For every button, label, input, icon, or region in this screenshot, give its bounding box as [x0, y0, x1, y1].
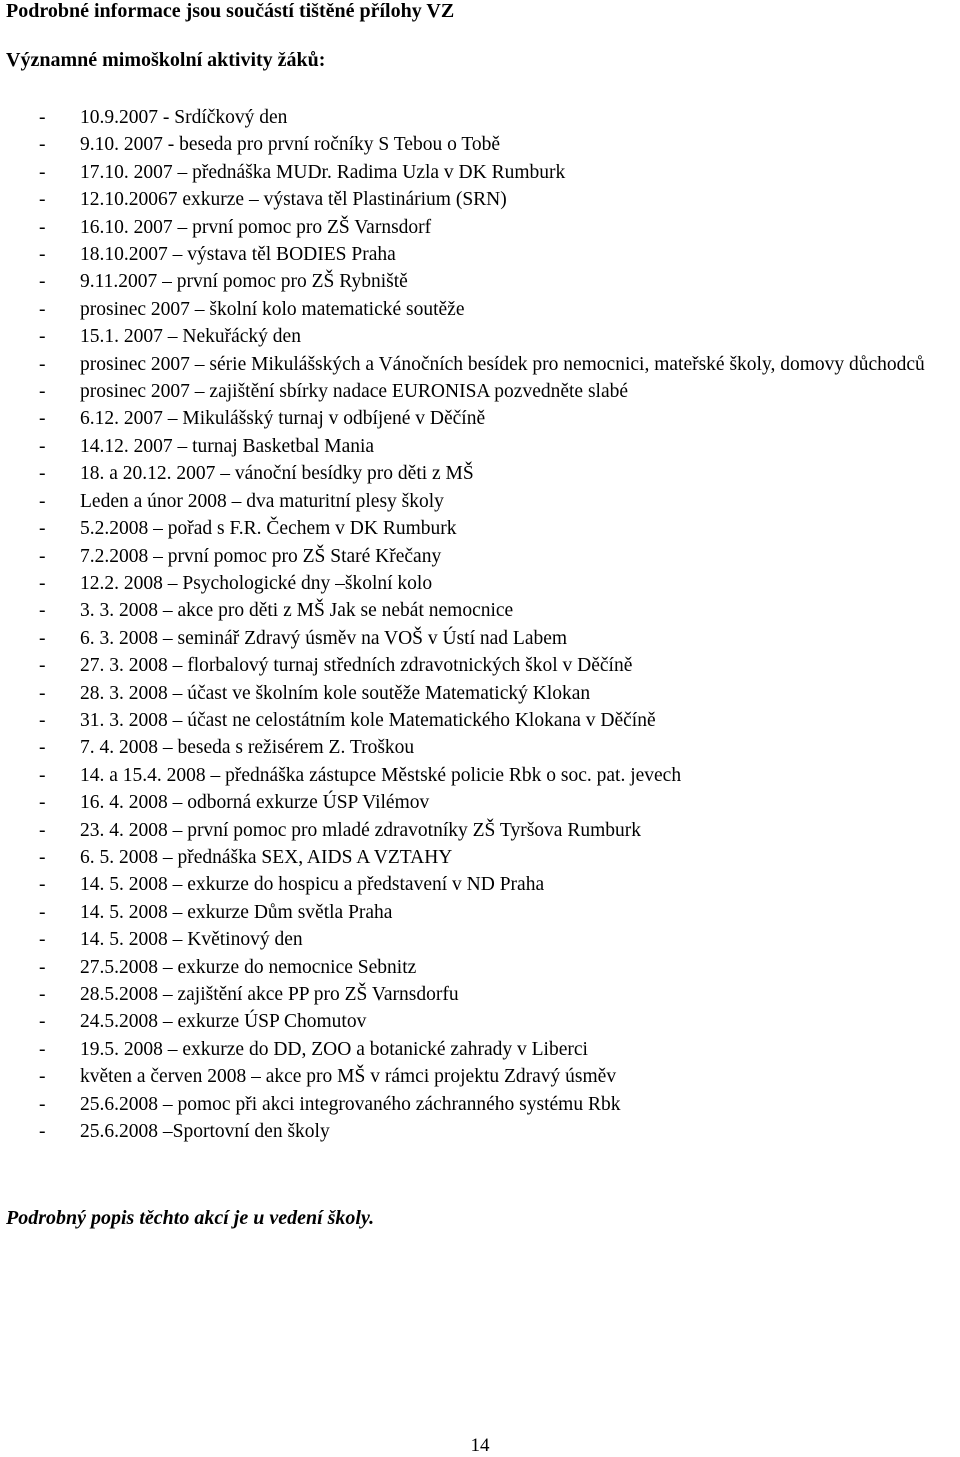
bullet-dash: -: [39, 655, 46, 677]
list-item: [0, 680, 960, 707]
activity-text: 9.11.2007 – první pomoc pro ZŠ Rybniště: [80, 271, 408, 293]
bullet-dash: -: [39, 819, 46, 841]
activity-text: 6.12. 2007 – Mikulášský turnaj v odbíjené v Děčíně: [80, 408, 486, 430]
activity-text: 14. 5. 2008 – exkurze do hospicu a představení v ND Praha: [80, 874, 545, 896]
activity-text: 7. 4. 2008 – beseda s režisérem Z. Troškou: [80, 737, 415, 759]
list-item: [0, 1008, 960, 1035]
activity-text: 14. 5. 2008 – exkurze Dům světla Praha: [80, 901, 393, 923]
bullet-dash: -: [39, 572, 46, 594]
activity-text: 28.5.2008 – zajištění akce PP pro ZŠ Varnsdorfu: [80, 984, 459, 1005]
activity-text: 19.5. 2008 – exkurze do DD, ZOO a botanické zahrady v Liberci: [80, 1038, 588, 1060]
activity-text: 14. a 15.4. 2008 – přednáška zástupce Městské policie Rbk o soc. pat. jevech: [80, 764, 682, 786]
list-item: [0, 268, 960, 295]
list-item: [0, 241, 960, 268]
activity-text: Leden a únor 2008 – dva maturitní plesy školy: [80, 490, 444, 512]
list-item: [0, 817, 960, 844]
activity-text: 12.10.20067 exkurze – výstava těl Plastinárium (SRN): [80, 189, 507, 211]
list-item: [0, 543, 960, 570]
list-item: [0, 186, 960, 213]
bullet-dash: -: [39, 984, 46, 1005]
activity-text: 18. a 20.12. 2007 – vánoční besídky pro děti z MŠ: [80, 463, 474, 485]
list-item: [0, 323, 960, 350]
bullet-dash: -: [39, 244, 46, 266]
list-item: [0, 488, 960, 515]
list-item: [0, 597, 960, 624]
bullet-dash: -: [39, 189, 46, 211]
footer-note: Podrobný popis těchto akcí je u vedení školy.: [6, 1207, 375, 1229]
list-item: [0, 515, 960, 542]
bullet-dash: -: [39, 490, 46, 512]
bullet-dash: -: [39, 1093, 46, 1115]
activity-text: 31. 3. 2008 – účast ne celostátním kole Matematického Klokana v Děčíně: [80, 709, 656, 731]
activity-text: prosinec 2007 – zajištění sbírky nadace EURONISA pozvedněte slabé: [80, 381, 629, 403]
activity-text: 14.12. 2007 – turnaj Basketbal Mania: [80, 435, 375, 457]
bullet-dash: -: [39, 408, 46, 430]
list-item: [0, 104, 960, 131]
bullet-dash: -: [39, 435, 46, 457]
bullet-dash: -: [39, 298, 46, 320]
bullet-dash: -: [39, 600, 46, 622]
activity-text: 14. 5. 2008 – Květinový den: [80, 929, 303, 951]
bullet-dash: -: [39, 161, 46, 183]
bullet-dash: -: [39, 107, 46, 128]
bullet-dash: -: [39, 682, 46, 704]
list-item: [0, 378, 960, 405]
bullet-dash: -: [39, 1066, 46, 1088]
bullet-dash: -: [39, 1011, 46, 1033]
activity-text: 6. 5. 2008 – přednáška SEX, AIDS A VZTAHY: [80, 846, 453, 868]
activity-text: 23. 4. 2008 – první pomoc pro mladé zdravotníky ZŠ Tyršova Rumburk: [80, 819, 641, 841]
list-item: [0, 159, 960, 186]
list-item: [0, 460, 960, 487]
list-item: [0, 1091, 960, 1118]
intro-line: Podrobné informace jsou součástí tištěné přílohy VZ: [6, 0, 455, 22]
activity-text: 25.6.2008 – pomoc při akci integrovaného záchranného systému Rbk: [80, 1093, 621, 1115]
bullet-dash: -: [39, 737, 46, 759]
list-item: [0, 433, 960, 460]
bullet-dash: -: [39, 874, 46, 896]
activity-text: květen a červen 2008 – akce pro MŠ v rámci projektu Zdravý úsměv: [80, 1066, 617, 1088]
bullet-dash: -: [39, 901, 46, 923]
bullet-dash: -: [39, 846, 46, 868]
activity-text: 16.10. 2007 – první pomoc pro ZŠ Varnsdorf: [80, 216, 432, 238]
list-item: [0, 570, 960, 597]
bullet-dash: -: [39, 216, 46, 238]
list-item: [0, 871, 960, 898]
bullet-dash: -: [39, 271, 46, 293]
list-item: [0, 1118, 960, 1145]
list-item: [0, 1036, 960, 1063]
activity-text: 10.9.2007 - Srdíčkový den: [80, 107, 288, 128]
section-heading: Významné mimoškolní aktivity žáků:: [6, 49, 326, 71]
bullet-dash: -: [39, 134, 46, 156]
activity-text: 17.10. 2007 – přednáška MUDr. Radima Uzla v DK Rumburk: [80, 161, 566, 183]
list-item: [0, 652, 960, 679]
bullet-dash: -: [39, 518, 46, 540]
activity-text: 9.10. 2007 - beseda pro první ročníky S Tebou o Tobě: [80, 134, 501, 156]
list-item: [0, 954, 960, 981]
list-item: [0, 981, 960, 1008]
activity-text: 24.5.2008 – exkurze ÚSP Chomutov: [80, 1011, 367, 1033]
bullet-dash: -: [39, 463, 46, 485]
bullet-dash: -: [39, 1038, 46, 1060]
activity-text: 18.10.2007 – výstava těl BODIES Praha: [80, 244, 396, 266]
list-item: [0, 844, 960, 871]
bullet-dash: -: [39, 353, 46, 375]
list-item: [0, 899, 960, 926]
list-item: [0, 789, 960, 816]
list-item: [0, 707, 960, 734]
activity-text: 27. 3. 2008 – florbalový turnaj středních zdravotnických škol v Děčíně: [80, 655, 633, 677]
bullet-dash: -: [39, 956, 46, 978]
list-item: [0, 405, 960, 432]
activity-text: 15.1. 2007 – Nekuřácký den: [80, 326, 301, 348]
page-number: 14: [470, 1435, 490, 1456]
list-item: [0, 926, 960, 953]
list-item: [0, 1063, 960, 1090]
bullet-dash: -: [39, 792, 46, 814]
bullet-dash: -: [39, 709, 46, 731]
bullet-dash: -: [39, 545, 46, 567]
activity-text: 27.5.2008 – exkurze do nemocnice Sebnitz: [80, 956, 417, 978]
bullet-dash: -: [39, 326, 46, 348]
activity-text: 12.2. 2008 – Psychologické dny –školní kolo: [80, 572, 433, 594]
activity-text: 3. 3. 2008 – akce pro děti z MŠ Jak se nebát nemocnice: [80, 600, 514, 622]
activity-text: 5.2.2008 – pořad s F.R. Čechem v DK Rumburk: [80, 518, 457, 540]
bullet-dash: -: [39, 764, 46, 786]
activity-text: prosinec 2007 – série Mikulášských a Vánočních besídek pro nemocnici, mateřské školy, domovy důchodců: [80, 353, 925, 375]
bullet-dash: -: [39, 381, 46, 403]
list-item: [0, 734, 960, 761]
list-item: [0, 214, 960, 241]
list-item: [0, 131, 960, 158]
list-item: [0, 625, 960, 652]
bullet-dash: -: [39, 1121, 46, 1143]
list-item: [0, 762, 960, 789]
bullet-dash: -: [39, 929, 46, 951]
bullet-dash: -: [39, 627, 46, 649]
activities-list: [0, 104, 960, 1145]
activity-text: 6. 3. 2008 – seminář Zdravý úsměv na VOŠ v Ústí nad Labem: [80, 627, 568, 649]
activity-text: 16. 4. 2008 – odborná exkurze ÚSP Vilémov: [80, 792, 430, 814]
activity-text: prosinec 2007 – školní kolo matematické soutěže: [80, 298, 465, 320]
list-item: [0, 351, 960, 378]
activity-text: 7.2.2008 – první pomoc pro ZŠ Staré Křečany: [80, 545, 442, 567]
activity-text: 28. 3. 2008 – účast ve školním kole soutěže Matematický Klokan: [80, 682, 591, 704]
activity-text: 25.6.2008 –Sportovní den školy: [80, 1121, 330, 1143]
list-item: [0, 296, 960, 323]
